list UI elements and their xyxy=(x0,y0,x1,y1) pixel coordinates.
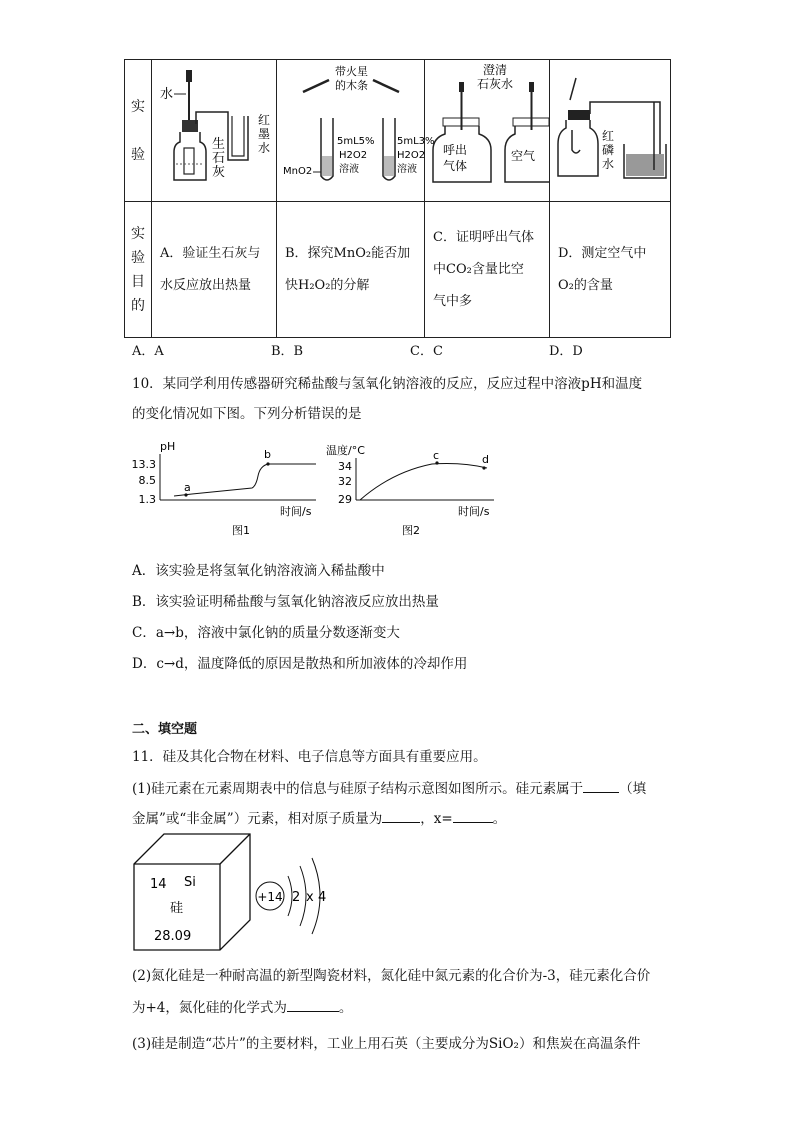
label-phosphorus-3: 水 xyxy=(602,157,615,171)
experiment-table xyxy=(124,59,671,338)
q11-part1-line1 xyxy=(132,777,646,797)
apparatus-d xyxy=(550,60,671,202)
chart1-ytick: 8.5 xyxy=(138,474,156,487)
chart1-xlabel: 时间/s xyxy=(280,505,312,518)
chart-temperature xyxy=(326,443,494,537)
label-limewater-1: 澄清 xyxy=(483,63,508,77)
q10-option-d[interactable]: D．c→d，温度降低的原因是散热和所加液体的冷却作用 xyxy=(132,656,468,672)
text: 。 xyxy=(338,1000,353,1016)
goal-a-line: 水反应放出热量 xyxy=(160,277,252,293)
element-symbol: Si xyxy=(184,875,196,890)
apparatus-c-drawing xyxy=(425,60,549,197)
goal-b-line: B．探究MnO₂能否加 xyxy=(285,245,411,261)
apparatus-a-drawing xyxy=(152,60,276,197)
apparatus-d-drawing xyxy=(550,60,670,197)
element-name: 硅 xyxy=(170,901,184,916)
chart1-label-a: a xyxy=(184,481,191,494)
label-lime-1: 生 xyxy=(212,137,226,152)
chart2-xlabel: 时间/s xyxy=(458,505,490,518)
label-splint-1: 带火星 xyxy=(335,65,368,78)
label-splint-2: 的木条 xyxy=(335,79,368,92)
q9-option-b[interactable]: B．B xyxy=(271,344,304,359)
label-air: 空气 xyxy=(511,149,536,163)
text: 为+4，氮化硅的化学式为 xyxy=(132,1000,287,1016)
row-header-experiment xyxy=(125,60,152,202)
q11-stem: 11．硅及其化合物在材料、电子信息等方面具有重要应用。 xyxy=(132,749,487,765)
answer-blank-mass[interactable] xyxy=(382,810,420,823)
header-char: 验 xyxy=(131,249,145,266)
goal-c-line: 气中多 xyxy=(433,293,473,309)
q10-stem-line2: 的变化情况如下图。下列分析错误的是 xyxy=(132,406,362,422)
goal-d-line: O₂的含量 xyxy=(558,277,613,293)
chart2-point-d xyxy=(482,466,485,469)
chart2-label-c: c xyxy=(433,449,440,462)
header-char: 验 xyxy=(131,146,145,163)
q10-option-b[interactable]: B．该实验证明稀盐酸与氢氧化钠溶液反应放出热量 xyxy=(132,594,439,610)
chart1-ytick: 1.3 xyxy=(138,493,156,506)
label-ink-3: 水 xyxy=(258,141,271,155)
chart1-ylabel: pH xyxy=(160,440,176,453)
header-char: 的 xyxy=(131,297,145,314)
section-heading: 二、填空题 xyxy=(132,722,198,737)
shell-3-electrons: 4 xyxy=(318,890,327,905)
label-lime-3: 灰 xyxy=(212,165,226,180)
chart2-label-d: d xyxy=(482,453,489,466)
goal-c-line: 中CO₂含量比空 xyxy=(433,261,524,277)
q11-part2-line2 xyxy=(132,996,352,1016)
element-mass: 28.09 xyxy=(154,929,192,944)
apparatus-b xyxy=(277,60,435,202)
ph-temperature-charts xyxy=(132,436,512,540)
label-tube2-3: 溶液 xyxy=(397,164,417,175)
q11-part3-line1: (3)硅是制造“芯片”的主要材料，工业上用石英（主要成分为SiO₂）和焦炭在高温条件 xyxy=(132,1036,641,1052)
chart2-ytick: 34 xyxy=(338,460,352,473)
goal-b xyxy=(277,202,425,338)
chart2-ylabel: 温度/°C xyxy=(326,444,365,457)
chart2-title: 图2 xyxy=(402,524,420,537)
label-tube2-2: H2O2 xyxy=(397,150,426,161)
chart1-point-b xyxy=(266,462,269,465)
q9-option-d[interactable]: D．D xyxy=(549,344,583,359)
label-tube2-1: 5mL3% xyxy=(397,136,435,147)
shell-2-electrons: x xyxy=(306,890,314,905)
q11-part2-line1: (2)氮化硅是一种耐高温的新型陶瓷材料，氮化硅中氮元素的化合价为-3，硅元素化合价 xyxy=(132,968,651,984)
q11-part1-line2 xyxy=(132,807,506,827)
goal-c xyxy=(425,202,550,338)
apparatus-b-drawing xyxy=(277,60,435,197)
shell-1-electrons: 2 xyxy=(292,890,301,905)
answer-blank-metal[interactable] xyxy=(583,780,619,793)
q10-stem-line1: 10．某同学利用传感器研究稀盐酸与氢氧化钠溶液的反应，反应过程中溶液pH和温度 xyxy=(132,376,643,392)
goal-d-line: D．测定空气中 xyxy=(558,245,647,261)
label-tube1-3: 溶液 xyxy=(339,164,359,175)
label-tube1-1: 5mL5% xyxy=(337,136,375,147)
chart1-label-b: b xyxy=(264,448,271,461)
label-water: 水 xyxy=(160,87,174,102)
text: 。 xyxy=(492,811,507,827)
q10-option-a[interactable]: A．该实验是将氢氧化钠溶液滴入稀盐酸中 xyxy=(132,563,385,579)
label-phosphorus-1: 红 xyxy=(602,129,615,143)
text: 金属”或“非金属”）元素，相对原子质量为 xyxy=(132,811,383,827)
header-char: 实 xyxy=(131,225,145,242)
label-tube1-2: H2O2 xyxy=(339,150,368,161)
goal-a-line: A．验证生石灰与 xyxy=(160,245,261,261)
q9-option-c[interactable]: C．C xyxy=(410,344,443,359)
label-phosphorus-2: 磷 xyxy=(602,143,615,157)
label-lime-2: 石 xyxy=(212,151,226,166)
chart1-title: 图1 xyxy=(232,524,250,537)
goal-b-line: 快H₂O₂的分解 xyxy=(285,277,370,293)
q10-option-c[interactable]: C．a→b，溶液中氯化钠的质量分数逐渐变大 xyxy=(132,625,400,641)
apparatus-c xyxy=(425,60,550,202)
chart2-ytick: 29 xyxy=(338,493,352,506)
chart1-ph-curve xyxy=(174,464,316,496)
chart1-ytick: 13.3 xyxy=(131,458,156,471)
answer-blank-x[interactable] xyxy=(453,810,493,823)
text: （填 xyxy=(619,781,647,797)
label-mno2: MnO2 xyxy=(283,166,313,177)
answer-blank-formula[interactable] xyxy=(287,999,339,1012)
goal-c-line: C．证明呼出气体 xyxy=(433,229,534,245)
label-ink-1: 红 xyxy=(258,113,271,127)
apparatus-a xyxy=(152,60,277,202)
element-number: 14 xyxy=(150,877,167,892)
goal-a xyxy=(152,202,277,338)
nucleus-charge: +14 xyxy=(257,890,283,904)
silicon-diagram xyxy=(132,832,332,952)
chart2-ytick: 32 xyxy=(338,475,352,488)
label-ink-2: 墨 xyxy=(258,127,271,141)
label-breath-1: 呼出 xyxy=(443,143,468,157)
header-char: 实 xyxy=(131,98,145,115)
row-header-goal xyxy=(125,202,152,338)
label-breath-2: 气体 xyxy=(443,159,468,173)
label-limewater-2: 石灰水 xyxy=(477,77,514,91)
text: (1)硅元素在元素周期表中的信息与硅原子结构示意图如图所示。硅元素属于 xyxy=(132,781,584,797)
q9-option-a[interactable]: A．A xyxy=(132,344,164,359)
text: ，x= xyxy=(420,811,453,827)
chart-ph xyxy=(132,440,317,537)
header-char: 目 xyxy=(131,273,145,290)
goal-d xyxy=(550,202,671,338)
chart2-temp-curve xyxy=(360,464,487,501)
